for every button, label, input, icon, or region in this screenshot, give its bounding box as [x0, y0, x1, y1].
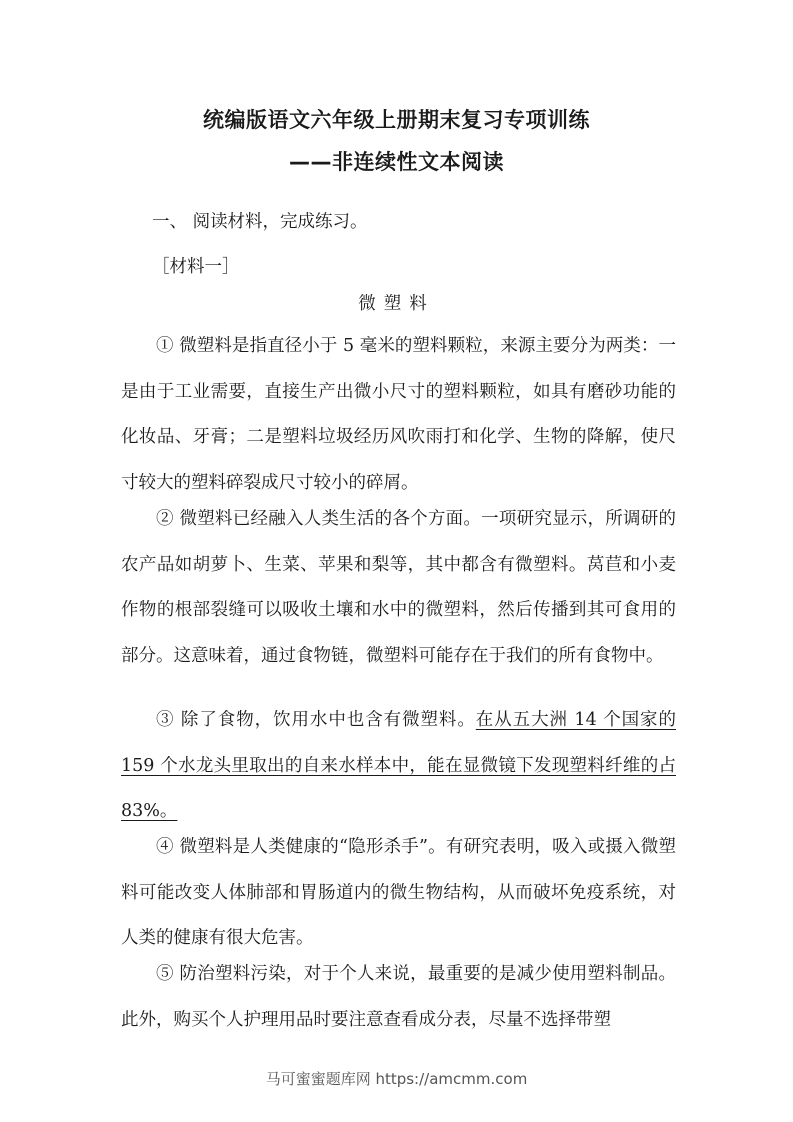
- material-label: ［材料一］: [152, 257, 240, 277]
- footer-watermark: 马可蜜蜜题库网 https://amcmm.com: [265, 1070, 528, 1088]
- paragraph-4: ④ 微塑料是人类健康的“隐形杀手”。有研究表明，吸入或摄入微塑料可能改变人体肺部和胃肠道内的微生物结构，从而破坏免疫系统，对人类的健康有很大危害。: [121, 837, 676, 948]
- paragraph-2: ② 微塑料已经融入人类生活的各个方面。一项研究显示，所调研的农产品如胡萝卜、生菜、苹果和梨等，其中都含有微塑料。莴苣和小麦作物的根部裂缝可以吸收土壤和水中的微塑料，然后传播到其可食用的部分。这意味着，通过食物链，微塑料可能存在于我们的所有食物中。: [121, 509, 676, 666]
- paragraph-3-plain: ③ 除了食物，饮用水中也含有微塑料。: [156, 710, 476, 730]
- section-heading: 一、 阅读材料，完成练习。: [152, 212, 368, 232]
- document-title: 统编版语文六年级上册期末复习专项训练: [203, 108, 590, 132]
- paragraph-3-underlined: 在从五大洲 14 个国家的 159 个水龙头里取出的自来水样本中，能在显微镜下发现塑料纤维的占 83%。: [121, 710, 676, 821]
- article-title: 微塑料: [358, 294, 435, 314]
- paragraph-3: [121, 698, 676, 835]
- paragraph-5: ⑤ 防治塑料污染，对于个人来说，最重要的是减少使用塑料制品。此外，购买个人护理用品时要注意查看成分表，尽量不选择带塑: [121, 964, 676, 1030]
- document-subtitle: ——非连续性文本阅读: [289, 150, 504, 174]
- paragraph-1: ① 微塑料是指直径小于 5 毫米的塑料颗粒，来源主要分为两类：一是由于工业需要，直接生产出微小尺寸的塑料颗粒，如具有磨砂功能的化妆品、牙膏；二是塑料垃圾经历风吹雨打和化学、生物的降解，使尺寸较大的塑料碎裂成尺寸较小的碎屑。: [121, 336, 676, 493]
